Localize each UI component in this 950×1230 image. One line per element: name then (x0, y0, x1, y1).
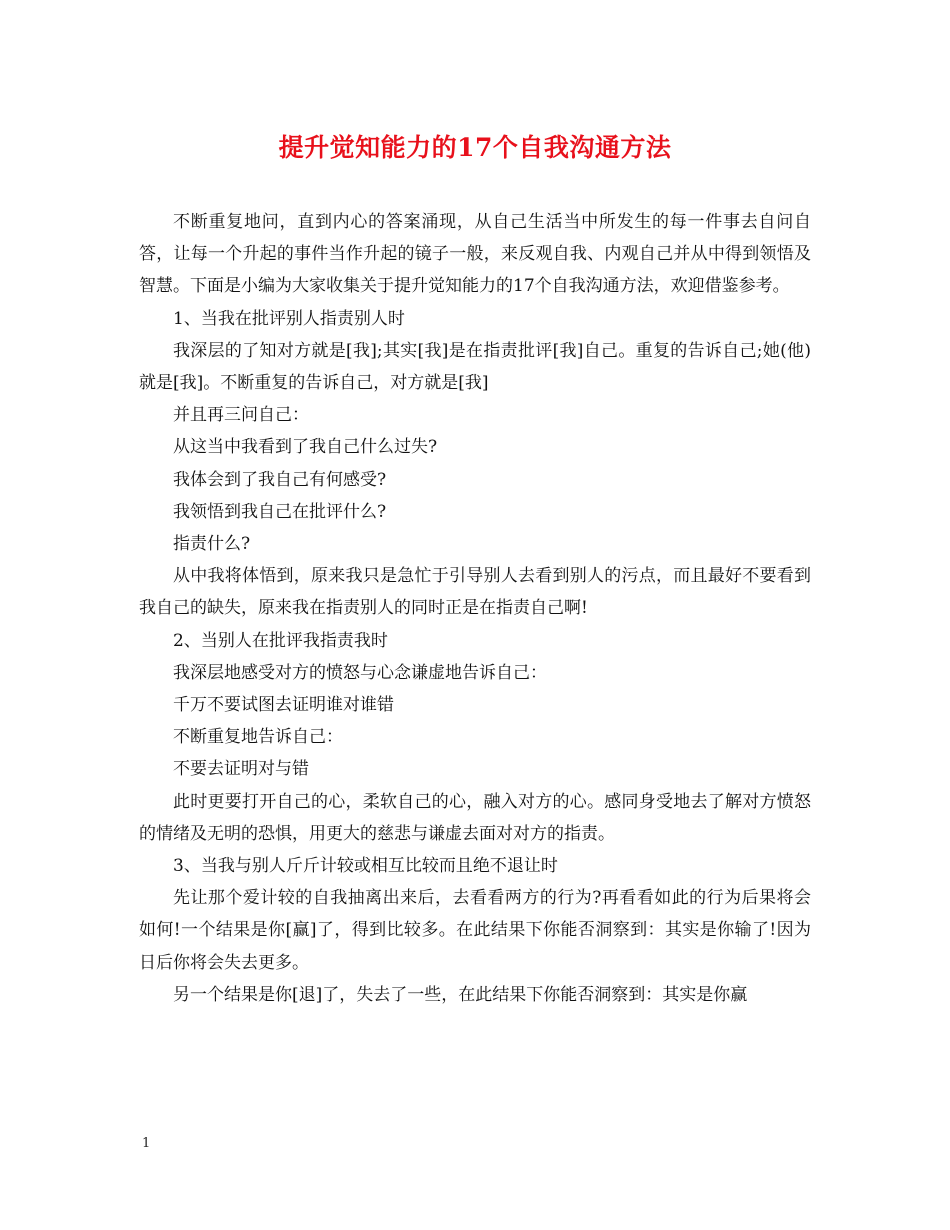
document-body (139, 206, 811, 1011)
body-paragraph: 先让那个爱计较的自我抽离出来后，去看看两方的行为?再看看如此的行为后果将会如何!一个结果是你[赢]了，得到比较多。在此结果下你能否洞察到：其实是你输了!因为日后你将会失去更多。 (139, 888, 811, 973)
question-line: 我领悟到我自己在批评什么? (173, 501, 387, 522)
body-paragraph: 我深层地感受对方的愤怒与心念谦虚地告诉自己： (173, 662, 547, 683)
body-paragraph: 并且再三问自己： (173, 405, 309, 426)
question-line: 我体会到了我自己有何感受? (173, 469, 387, 490)
section-heading: 3、当我与别人斤斤计较或相互比较而且绝不退让时 (173, 856, 558, 877)
section-heading: 2、当别人在批评我指责我时 (173, 630, 388, 651)
document-title: 提升觉知能力的17个自我沟通方法 (278, 133, 672, 162)
body-paragraph: 我深层的了知对方就是[我];其实[我]是在指责批评[我]自己。重复的告诉自己;她(他)就是[我]。不断重复的告诉自己，对方就是[我] (139, 340, 811, 394)
body-paragraph: 千万不要试图去证明谁对谁错 (173, 695, 394, 716)
question-line: 从这当中我看到了我自己什么过失? (173, 437, 438, 458)
body-paragraph: 不断重复地问，直到内心的答案涌现，从自己生活当中所发生的每一件事去自问自答，让每一个升起的事件当作升起的镜子一般，来反观自我、内观自己并从中得到领悟及智慧。下面是小编为大家收集关于提升觉知能力的17个自我沟通方法，欢迎借鉴参考。 (139, 212, 811, 297)
page-number: 1 (142, 1136, 151, 1151)
body-paragraph: 不断重复地告诉自己： (173, 727, 343, 748)
body-paragraph: 不要去证明对与错 (173, 759, 309, 780)
body-paragraph: 另一个结果是你[退]了，失去了一些，在此结果下你能否洞察到：其实是你赢 (173, 984, 748, 1005)
section-heading: 1、当我在批评别人指责别人时 (173, 308, 405, 329)
body-paragraph: 此时更要打开自己的心，柔软自己的心，融入对方的心。感同身受地去了解对方愤怒的情绪及无明的恐惧，用更大的慈悲与谦虚去面对对方的指责。 (139, 791, 811, 844)
body-paragraph: 从中我将体悟到，原来我只是急忙于引导别人去看到别人的污点，而且最好不要看到我自己的缺失，原来我在指责别人的同时正是在指责自己啊! (139, 566, 811, 619)
question-line: 指责什么? (173, 534, 251, 555)
